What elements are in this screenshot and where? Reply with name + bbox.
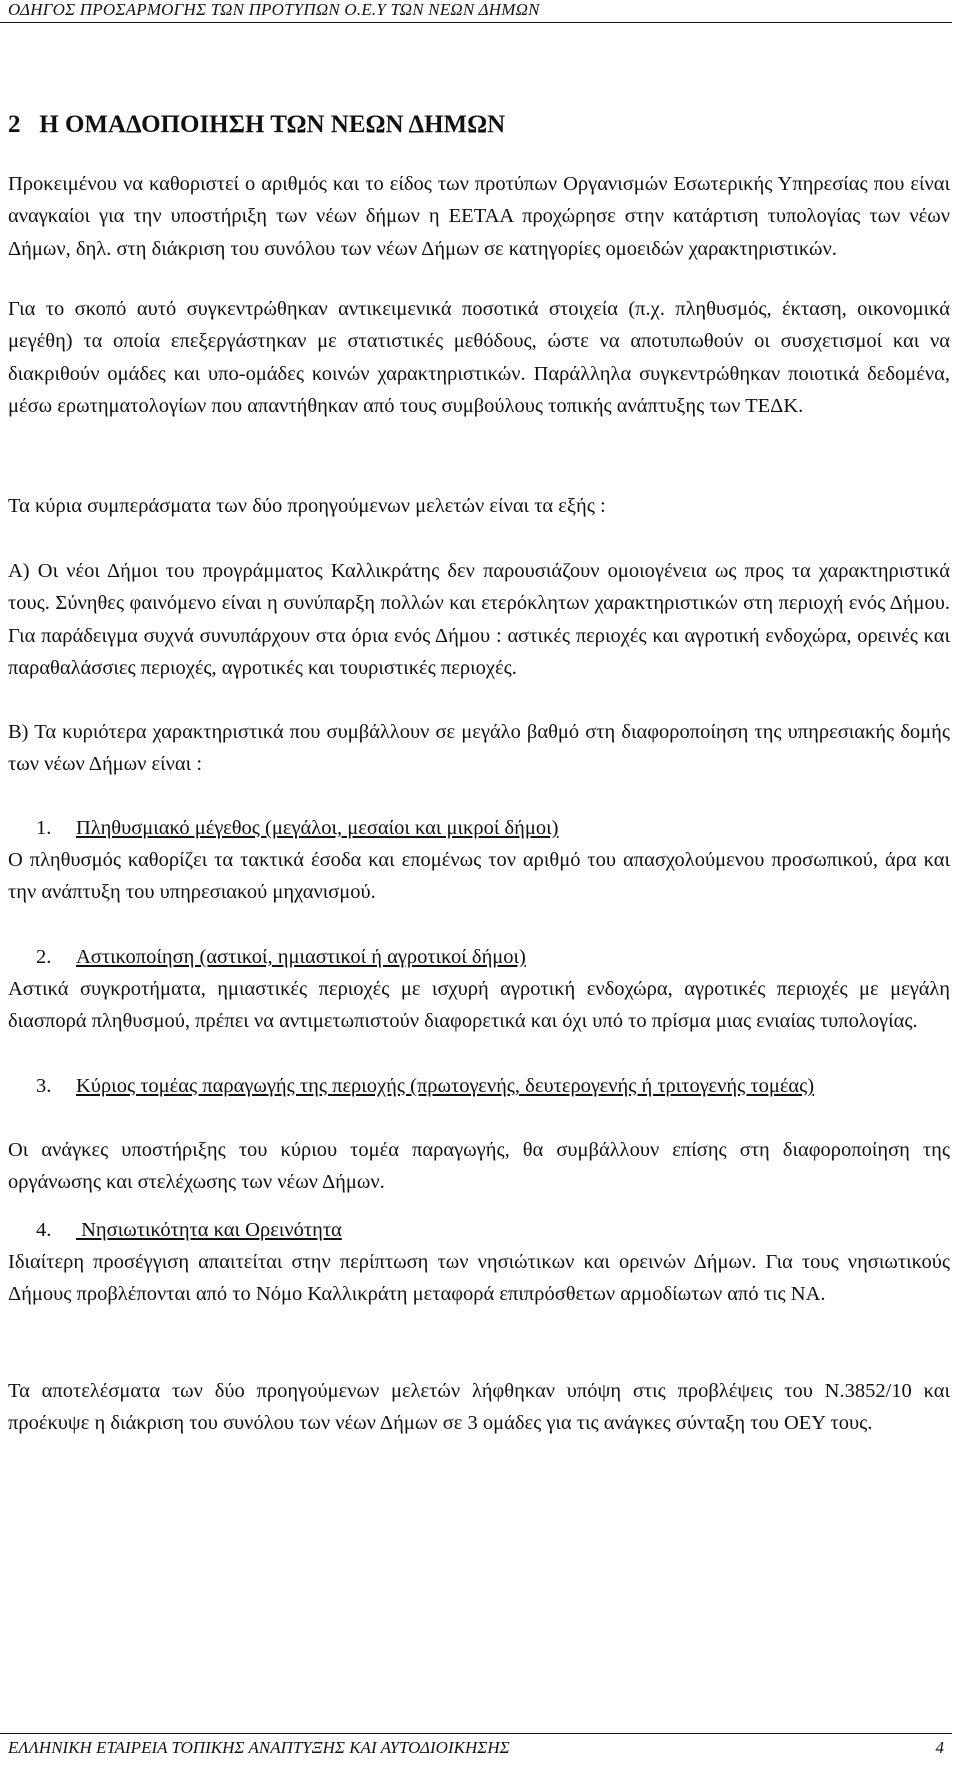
- paragraph-a: Α) Οι νέοι Δήμοι του προγράμματος Καλλικράτης δεν παρουσιάζουν ομοιογένεια ως προς τα χαρακτηριστικά τους. Σύνηθες φαινόμενο είναι η συνύπαρξη πολλών και ετερόκλητων χαρακτηριστικών στη περιοχή ενός Δήμου. Για παράδειγμα συχνά συνυπάρχουν στα όρια ενός Δήμου : αστικές περιοχές και αγροτική ενδοχώρα, ορεινές και παραθαλάσσιες περιοχές, αγροτικές και τουριστικές περιοχές.: [8, 560, 950, 680]
- paragraph-b: Β) Τα κυριότερα χαρακτηριστικά που συμβάλλουν σε μεγάλο βαθμό στη διαφοροποίηση της υπηρεσιακής δομής των νέων Δήμων είναι :: [8, 721, 950, 776]
- paragraph-final: Τα αποτελέσματα των δύο προηγούμενων μελετών λήφθηκαν υπόψη στις προβλέψεις του Ν.3852/10 και προέκυψε η διάκριση του συνόλου των νέων Δήμων σε 3 ομάδες για τις ανάγκες σύνταξη του ΟΕΥ τους.: [8, 1380, 950, 1435]
- header-rule: [0, 22, 952, 23]
- paragraph-conclusions-intro: Τα κύρια συμπεράσματα των δύο προηγούμενων μελετών είναι τα εξής :: [8, 495, 606, 517]
- running-header: ΟΔΗΓΟΣ ΠΡΟΣΑΡΜΟΓΗΣ ΤΩΝ ΠΡΟΤΥΠΩΝ Ο.Ε.Υ ΤΩΝ ΝΕΩΝ ΔΗΜΩΝ: [8, 0, 540, 19]
- item-number: 2.: [36, 946, 52, 968]
- item-title: Αστικοποίηση (αστικοί, ημιαστικοί ή αγροτικοί δήμοι): [76, 946, 526, 968]
- paragraph-method: Για το σκοπό αυτό συγκεντρώθηκαν αντικειμενικά ποσοτικά στοιχεία (π.χ. πληθυσμός, έκταση, οικονομικά μεγέθη) τα οποία επεξεργάστηκαν με στατιστικές μεθόδους, ώστε να αποτυπωθούν οι συσχετισμοί και να διακριθούν ομάδες και υπο-ομάδες κοινών χαρακτηριστικών. Παράλληλα συγκεντρώθηκαν ποιοτικά δεδομένα, μέσω ερωτηματολογίων που απαντήθηκαν από τους συμβούλους τοπικής ανάπτυξης των ΤΕΔΚ.: [8, 298, 950, 418]
- footer-rule: [0, 1733, 952, 1734]
- item-text: Αστικά συγκροτήματα, ημιαστικές περιοχές με ισχυρή αγροτική ενδοχώρα, αγροτικές περιοχές με μεγάλη διασπορά πληθυσμού, πρέπει να αντιμετωπιστούν διαφορετικά και όχι υπό το πρίσμα μιας ενιαίας τυπολογίας.: [8, 978, 950, 1033]
- list-item-1: [8, 812, 950, 844]
- page-number: 4: [935, 1738, 944, 1757]
- item-text: Οι ανάγκες υποστήριξης του κύριου τομέα παραγωγής, θα συμβάλλουν επίσης στη διαφοροποίηση της οργάνωσης και στελέχωσης των νέων Δήμων.: [8, 1139, 950, 1194]
- item-text: Ιδιαίτερη προσέγγιση απαιτείται στην περίπτωση των νησιώτικων και ορεινών Δήμων. Για τους νησιωτικούς Δήμους προβλέπονται από το Νόμο Καλλικράτη μεταφορά επιπρόσθετων αρμοδίωτων από τις ΝΑ.: [8, 1251, 950, 1306]
- list-item-3: [8, 1070, 950, 1102]
- item-number: 1.: [36, 817, 52, 839]
- item-title: Κύριος τομέας παραγωγής της περιοχής (πρωτογενής, δευτερογενής ή τριτογενής τομέας): [76, 1075, 815, 1097]
- list-item-4: [8, 1214, 950, 1246]
- running-footer: [8, 1738, 944, 1758]
- item-title: Πληθυσμιακό μέγεθος (μεγάλοι, μεσαίοι και μικροί δήμοι): [76, 817, 559, 839]
- footer-organization: ΕΛΛΗΝΙΚΗ ΕΤΑΙΡΕΙΑ ΤΟΠΙΚΗΣ ΑΝΑΠΤΥΞΗΣ ΚΑΙ ΑΥΤΟΔΙΟΙΚΗΣΗΣ: [8, 1738, 510, 1757]
- item-number: 3.: [36, 1075, 52, 1097]
- item-number: 4.: [36, 1219, 52, 1241]
- list-item-2: [8, 941, 950, 973]
- paragraph-intro: Προκειμένου να καθοριστεί ο αριθμός και το είδος των προτύπων Οργανισμών Εσωτερικής Υπηρεσίας που είναι αναγκαίοι για την υποστήριξη των νέων δήμων η ΕΕΤΑΑ προχώρησε στην κατάρτιση τυπολογίας των νέων Δήμων, δηλ. στη διάκριση του συνόλου των νέων Δήμων σε κατηγορίες ομοειδών χαρακτηριστικών.: [8, 173, 950, 260]
- item-text: Ο πληθυσμός καθορίζει τα τακτικά έσοδα και επομένως τον αριθμό του απασχολούμενου προσωπικού, άρα και την ανάπτυξη του υπηρεσιακού μηχανισμού.: [8, 849, 950, 904]
- section-title: 2 Η ΟΜΑΔΟΠΟΙΗΣΗ ΤΩΝ ΝΕΩΝ ΔΗΜΩΝ: [8, 111, 506, 138]
- item-title: Νησιωτικότητα και Ορεινότητα: [76, 1219, 342, 1241]
